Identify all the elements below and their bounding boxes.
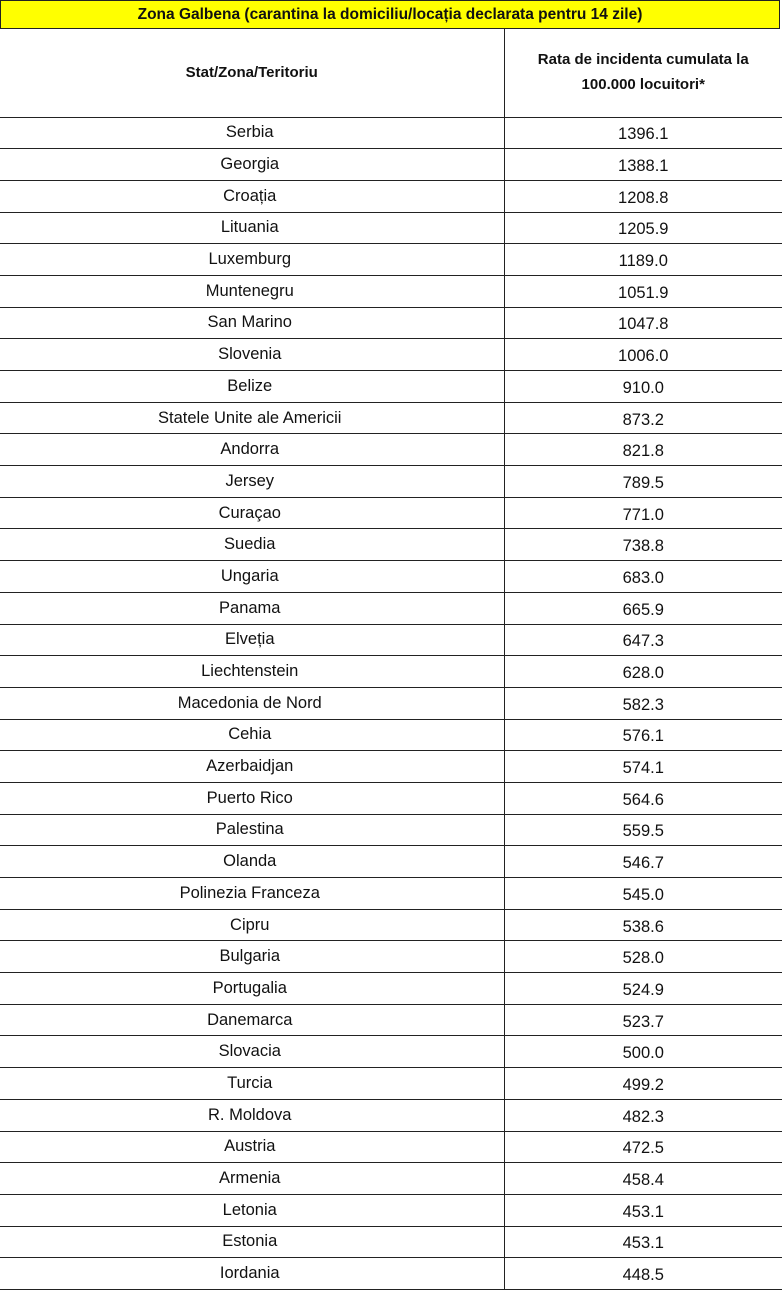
incidence-rate-cell: 559.5: [504, 814, 782, 846]
table-row: [0, 719, 782, 751]
table-row: [0, 846, 782, 878]
incidence-rate-cell: 482.3: [504, 1099, 782, 1131]
table-row: [0, 149, 782, 181]
country-cell: Portugalia: [0, 973, 504, 1005]
incidence-rate-cell: 453.1: [504, 1226, 782, 1258]
incidence-rate-cell: 546.7: [504, 846, 782, 878]
table-row: [0, 1036, 782, 1068]
incidence-rate-cell: 528.0: [504, 941, 782, 973]
country-cell: Azerbaidjan: [0, 751, 504, 783]
table-row: [0, 1131, 782, 1163]
incidence-rate-cell: 628.0: [504, 656, 782, 688]
country-cell: Danemarca: [0, 1004, 504, 1036]
incidence-rate-cell: 523.7: [504, 1004, 782, 1036]
country-cell: Muntenegru: [0, 275, 504, 307]
country-cell: Armenia: [0, 1163, 504, 1195]
table-row: [0, 1258, 782, 1290]
table-row: [0, 402, 782, 434]
incidence-rate-cell: 647.3: [504, 624, 782, 656]
country-cell: San Marino: [0, 307, 504, 339]
table-row: [0, 1004, 782, 1036]
incidence-rate-cell: 576.1: [504, 719, 782, 751]
table-row: [0, 466, 782, 498]
country-cell: Ungaria: [0, 561, 504, 593]
incidence-rate-cell: 771.0: [504, 497, 782, 529]
incidence-rate-cell: 821.8: [504, 434, 782, 466]
country-cell: Serbia: [0, 117, 504, 149]
table-row: [0, 1194, 782, 1226]
country-cell: Slovenia: [0, 339, 504, 371]
incidence-rate-cell: 1208.8: [504, 180, 782, 212]
country-cell: Cipru: [0, 909, 504, 941]
country-cell: Elveția: [0, 624, 504, 656]
incidence-rate-cell: 1047.8: [504, 307, 782, 339]
incidence-rate-cell: 910.0: [504, 371, 782, 403]
country-cell: Polinezia Franceza: [0, 878, 504, 910]
table-row: [0, 878, 782, 910]
table-row: [0, 434, 782, 466]
country-cell: Puerto Rico: [0, 782, 504, 814]
incidence-rate-cell: 1388.1: [504, 149, 782, 181]
country-cell: Luxemburg: [0, 244, 504, 276]
table-row: [0, 782, 782, 814]
table-row: [0, 624, 782, 656]
table-row: [0, 1163, 782, 1195]
table-row: [0, 529, 782, 561]
zone-title: Zona Galbena (carantina la domiciliu/locația declarata pentru 14 zile): [0, 0, 780, 29]
country-cell: Iordania: [0, 1258, 504, 1290]
incidence-rate-cell: 738.8: [504, 529, 782, 561]
incidence-rate-cell: 683.0: [504, 561, 782, 593]
incidence-rate-cell: 524.9: [504, 973, 782, 1005]
country-cell: Liechtenstein: [0, 656, 504, 688]
country-cell: Lituania: [0, 212, 504, 244]
country-cell: Jersey: [0, 466, 504, 498]
country-cell: Croația: [0, 180, 504, 212]
table-row: [0, 656, 782, 688]
column-header-country: Stat/Zona/Teritoriu: [0, 28, 504, 117]
incidence-rate-cell: 453.1: [504, 1194, 782, 1226]
column-header-rate-line2: 100.000 locuitori*: [581, 76, 705, 94]
incidence-rate-cell: 1396.1: [504, 117, 782, 149]
incidence-rate-cell: 1006.0: [504, 339, 782, 371]
table-row: [0, 592, 782, 624]
country-cell: Macedonia de Nord: [0, 687, 504, 719]
country-cell: Slovacia: [0, 1036, 504, 1068]
table-body: [0, 117, 782, 1289]
incidence-rate-cell: 499.2: [504, 1068, 782, 1100]
incidence-rate-cell: 538.6: [504, 909, 782, 941]
incidence-table: [0, 28, 782, 1290]
country-cell: Belize: [0, 371, 504, 403]
country-cell: Suedia: [0, 529, 504, 561]
incidence-rate-cell: 458.4: [504, 1163, 782, 1195]
incidence-rate-cell: 665.9: [504, 592, 782, 624]
incidence-rate-cell: 1051.9: [504, 275, 782, 307]
table-row: [0, 561, 782, 593]
incidence-rate-cell: 500.0: [504, 1036, 782, 1068]
incidence-rate-cell: 472.5: [504, 1131, 782, 1163]
country-cell: Estonia: [0, 1226, 504, 1258]
country-cell: Letonia: [0, 1194, 504, 1226]
table-row: [0, 1099, 782, 1131]
incidence-rate-cell: 574.1: [504, 751, 782, 783]
incidence-rate-cell: 873.2: [504, 402, 782, 434]
table-row: [0, 941, 782, 973]
country-cell: Cehia: [0, 719, 504, 751]
country-cell: Bulgaria: [0, 941, 504, 973]
incidence-rate-cell: 1205.9: [504, 212, 782, 244]
table-row: [0, 212, 782, 244]
incidence-rate-cell: 1189.0: [504, 244, 782, 276]
country-cell: Andorra: [0, 434, 504, 466]
incidence-rate-cell: 564.6: [504, 782, 782, 814]
table-header-row: [0, 28, 782, 117]
country-cell: Olanda: [0, 846, 504, 878]
country-cell: Statele Unite ale Americii: [0, 402, 504, 434]
incidence-rate-cell: 582.3: [504, 687, 782, 719]
table-row: [0, 973, 782, 1005]
table-row: [0, 307, 782, 339]
incidence-rate-cell: 545.0: [504, 878, 782, 910]
country-cell: Turcia: [0, 1068, 504, 1100]
country-cell: Panama: [0, 592, 504, 624]
country-cell: Palestina: [0, 814, 504, 846]
table-row: [0, 751, 782, 783]
country-cell: R. Moldova: [0, 1099, 504, 1131]
table-row: [0, 687, 782, 719]
column-header-rate: [504, 28, 782, 117]
table-row: [0, 909, 782, 941]
table-row: [0, 371, 782, 403]
column-header-rate-line1: Rata de incidenta cumulata la: [537, 51, 749, 69]
country-cell: Curaçao: [0, 497, 504, 529]
table-row: [0, 180, 782, 212]
country-cell: Austria: [0, 1131, 504, 1163]
incidence-rate-cell: 448.5: [504, 1258, 782, 1290]
table-row: [0, 814, 782, 846]
table-row: [0, 1068, 782, 1100]
table-row: [0, 117, 782, 149]
table-row: [0, 244, 782, 276]
table-row: [0, 497, 782, 529]
table-row: [0, 275, 782, 307]
table-row: [0, 1226, 782, 1258]
incidence-rate-cell: 789.5: [504, 466, 782, 498]
country-cell: Georgia: [0, 149, 504, 181]
table-row: [0, 339, 782, 371]
